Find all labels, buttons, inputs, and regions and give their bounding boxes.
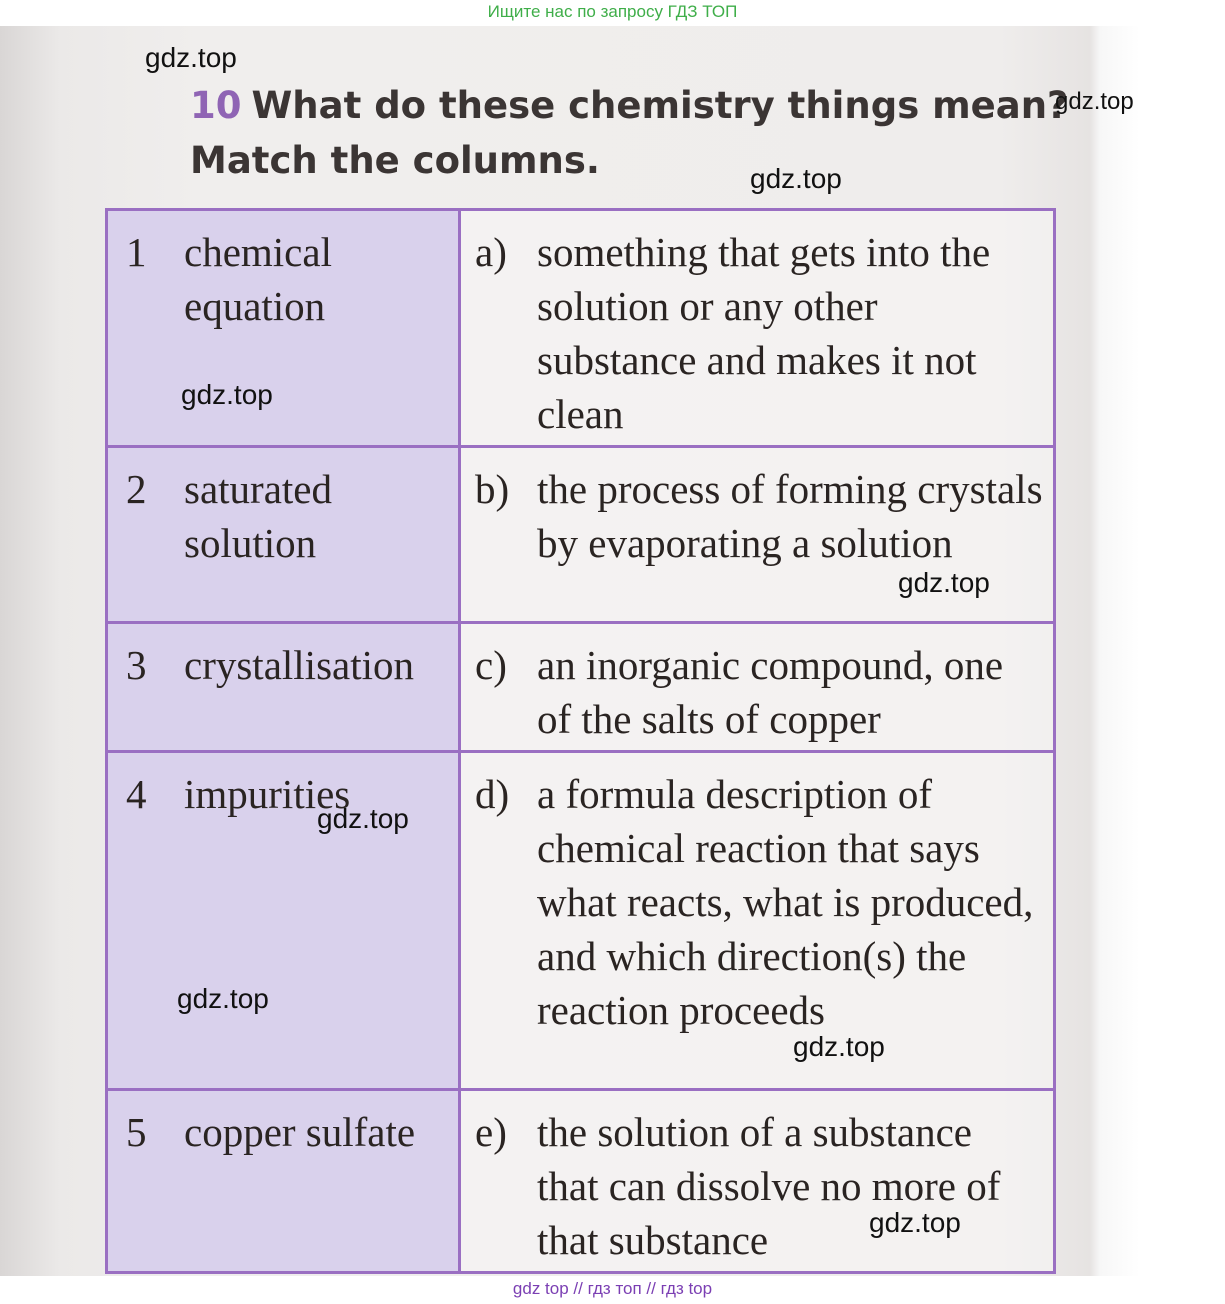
watermark: gdz.top [1055,88,1134,115]
term-text: crystallisation [184,642,415,688]
term-number: 5 [126,1109,147,1155]
top-banner[interactable]: Ищите нас по запросу ГДЗ ТОП [0,0,1225,26]
definition-cell [460,1090,1055,1273]
definition-cell [460,210,1055,447]
table-row [107,623,1055,752]
definition-letter: c) [475,642,507,688]
term-number: 3 [126,642,147,688]
term-cell [107,1090,460,1273]
watermark: gdz.top [869,1207,961,1238]
definition-letter: e) [475,1109,507,1155]
textbook-page [0,26,1225,1276]
definition-text: something that gets into the solution or any other substance and makes it not clean [537,229,991,437]
bottom-banner[interactable]: gdz top // гдз топ // гдз top [0,1276,1225,1304]
watermark: gdz.top [181,379,273,410]
term-number: 1 [126,229,147,275]
exercise-number: 10 [190,84,242,127]
table-row [107,1090,1055,1273]
watermark: gdz.top [898,567,990,598]
term-number: 4 [126,771,147,817]
exercise-heading [190,78,1070,188]
definition-text: an inorganic compound, one of the salts of copper [537,642,1004,742]
term-number: 2 [126,466,147,512]
definition-letter: a) [475,229,507,275]
term-text: impurities [184,771,351,817]
watermark: gdz.top [793,1031,885,1062]
definition-cell [460,752,1055,1090]
term-cell [107,210,460,447]
definition-text: the process of forming crystals by evaporating a solution [537,466,1043,566]
exercise-title: What do these chemistry things mean? [251,84,1069,127]
term-cell [107,447,460,623]
table-row [107,752,1055,1090]
definition-text: a formula description of chemical reaction that says what reacts, what is produced, and which direction(s) the reaction proceeds [537,771,1034,1033]
definition-letter: d) [475,771,510,817]
term-cell [107,623,460,752]
term-text: saturated solution [184,466,332,566]
exercise-subtitle: Match the columns. [190,139,600,182]
watermark: gdz.top [317,803,409,834]
term-text: copper sulfate [184,1109,416,1155]
definition-letter: b) [475,466,510,512]
term-text: chemical equation [184,229,332,329]
watermark: gdz.top [145,42,237,73]
matching-table [105,208,1056,1274]
watermark: gdz.top [750,163,842,194]
watermark: gdz.top [177,983,269,1014]
definition-cell [460,623,1055,752]
definition-text: the solution of a substance that can dissolve no more of that substance [537,1109,1001,1263]
